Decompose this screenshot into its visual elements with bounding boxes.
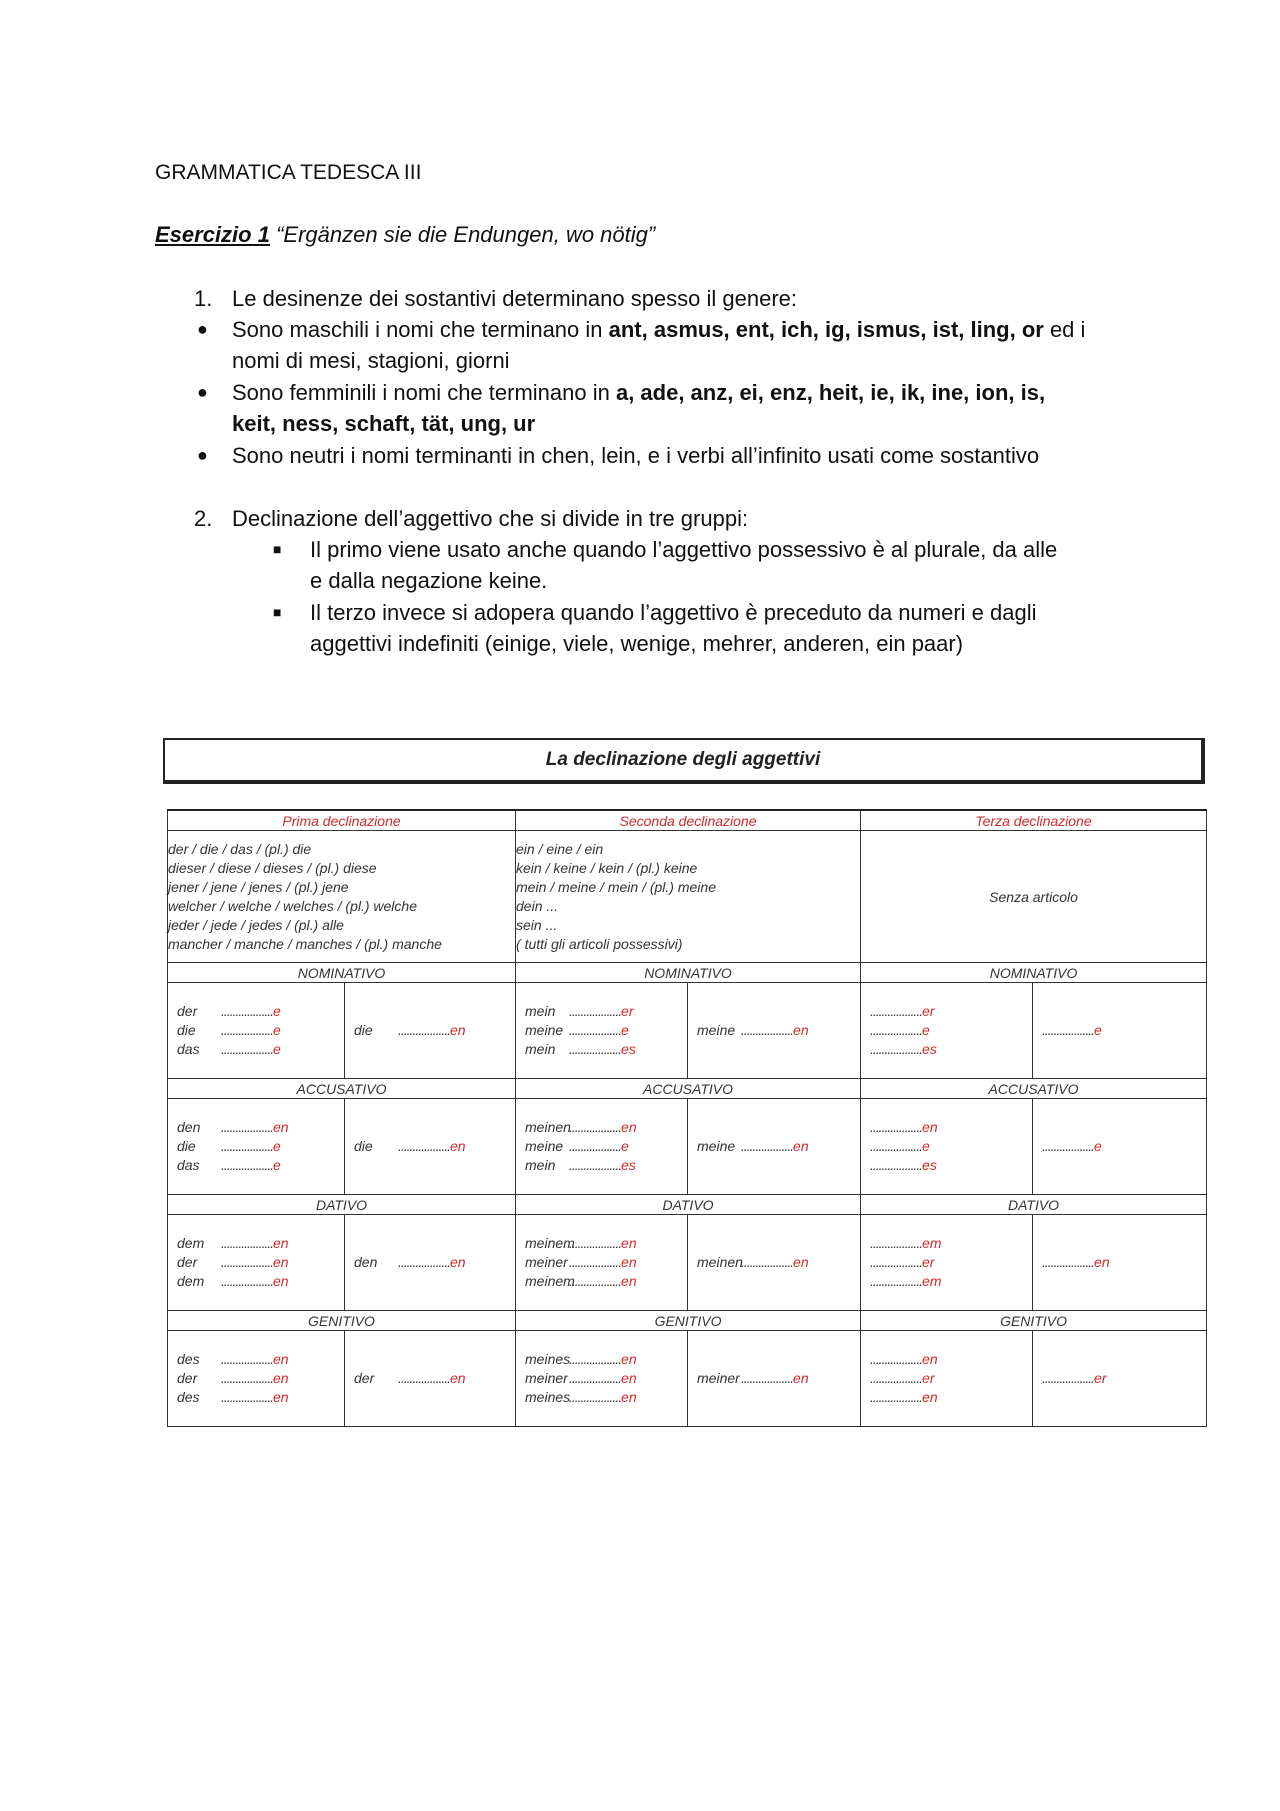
ending: en [621, 1235, 637, 1251]
declension-header: Seconda declinazione [516, 810, 861, 831]
article: der [177, 1254, 198, 1270]
ending: en [793, 1254, 809, 1270]
singular-line [168, 1234, 344, 1253]
plural-cell [345, 1331, 516, 1427]
article: meines [525, 1351, 571, 1367]
article: der [354, 1370, 375, 1386]
blank-dots: .................. [221, 1119, 274, 1135]
bullet-2-line-1: Sono femminili i nomi che terminano in a, ade, anz, ei, enz, heit, ie, ik, ine, ion, is, [232, 380, 1046, 405]
blank-dots: .................. [741, 1370, 794, 1386]
singular-line [861, 1350, 1032, 1369]
blank-dots: .................. [569, 1157, 622, 1173]
bullet-icon: ● [197, 445, 208, 465]
ending: en [450, 1370, 466, 1386]
blank-dots: .................. [741, 1022, 794, 1038]
ending: e [621, 1022, 629, 1038]
singular-line [861, 1002, 1032, 1021]
blank-dots: .................. [221, 1351, 274, 1367]
plural-cell [1033, 1099, 1207, 1195]
blank-dots: .................. [870, 1351, 923, 1367]
ending: en [450, 1022, 466, 1038]
case-header-row [168, 963, 1207, 983]
article: dem [177, 1235, 205, 1251]
ending: e [922, 1022, 930, 1038]
blank-dots: .................. [569, 1351, 622, 1367]
article-line: dieser / diese / dieses / (pl.) diese [168, 859, 377, 876]
article: meine [697, 1138, 736, 1154]
case-body-row [168, 1099, 1207, 1195]
declension-table [167, 809, 1207, 1427]
ending: en [793, 1138, 809, 1154]
blank-dots: .................. [870, 1254, 923, 1270]
exercise-instruction: “Ergänzen sie die Endungen, wo nötig” [276, 222, 656, 247]
article: des [177, 1389, 200, 1405]
ending: e [273, 1041, 281, 1057]
blank-dots: .................. [870, 1370, 923, 1386]
article: meine [525, 1138, 564, 1154]
point-1-text: Le desinenze dei sostantivi determinano spesso il genere: [232, 286, 798, 311]
case-name: NOMINATIVO [861, 963, 1207, 983]
case-name: DATIVO [516, 1195, 861, 1215]
article: meine [525, 1022, 564, 1038]
article: den [354, 1254, 378, 1270]
blank-dots: .................. [221, 1022, 274, 1038]
case-body-row [168, 1331, 1207, 1427]
article-line: ein / eine / ein [516, 840, 604, 857]
case-name: ACCUSATIVO [861, 1079, 1207, 1099]
singular-line [861, 1040, 1032, 1059]
sub-bullet-2-line-1: Il terzo invece si adopera quando l’aggettivo è preceduto da numeri e dagli [310, 600, 1037, 625]
blank-dots: .................. [870, 1235, 923, 1251]
article: der [177, 1003, 198, 1019]
ending: e [273, 1157, 281, 1173]
singular-line [516, 1118, 687, 1137]
blank-dots: .................. [221, 1273, 274, 1289]
ending: er [922, 1003, 935, 1019]
ending: en [922, 1119, 938, 1135]
ending: en [273, 1389, 289, 1405]
plural-line [1033, 1137, 1206, 1156]
document-title: GRAMMATICA TEDESCA III [155, 161, 422, 184]
article: die [177, 1022, 196, 1038]
ending: en [621, 1254, 637, 1270]
singular-line [861, 1118, 1032, 1137]
singular-cell [168, 1215, 345, 1311]
case-header-row [168, 1311, 1207, 1331]
blank-dots: .................. [870, 1041, 923, 1057]
plural-cell [345, 983, 516, 1079]
plural-line [688, 1137, 860, 1156]
bullet-1-line-1: Sono maschili i nomi che terminano in ant, asmus, ent, ich, ig, ismus, ist, ling, or ed i [232, 317, 1086, 342]
ending: es [922, 1041, 937, 1057]
case-name: DATIVO [861, 1195, 1207, 1215]
blank-dots: .................. [569, 1254, 622, 1270]
bullet-icon: ● [197, 319, 208, 339]
singular-line [516, 1272, 687, 1291]
blank-dots: .................. [870, 1119, 923, 1135]
blank-dots: .................. [870, 1389, 923, 1405]
ending: en [273, 1273, 289, 1289]
singular-cell [516, 1215, 688, 1311]
plural-line [345, 1369, 515, 1388]
ending: en [273, 1370, 289, 1386]
article: die [177, 1138, 196, 1154]
ending: em [922, 1273, 942, 1289]
plural-cell [1033, 1331, 1207, 1427]
article: mein [525, 1157, 556, 1173]
blank-dots: .................. [221, 1138, 274, 1154]
plural-cell [1033, 983, 1207, 1079]
singular-line [516, 1369, 687, 1388]
ending: e [273, 1022, 281, 1038]
plural-line [688, 1021, 860, 1040]
ending: en [793, 1370, 809, 1386]
singular-line [168, 1021, 344, 1040]
plural-line [345, 1021, 515, 1040]
ending: en [273, 1119, 289, 1135]
case-name: GENITIVO [516, 1311, 861, 1331]
singular-cell [168, 1099, 345, 1195]
ending: e [621, 1138, 629, 1154]
blank-dots: .................. [741, 1138, 794, 1154]
plural-line [688, 1369, 860, 1388]
blank-dots: .................. [569, 1022, 622, 1038]
ending: en [273, 1351, 289, 1367]
blank-dots: .................. [569, 1138, 622, 1154]
article: meiner [525, 1254, 568, 1270]
article-line: welcher / welche / welches / (pl.) welche [168, 897, 417, 914]
ending: en [1094, 1254, 1110, 1270]
blank-dots: .................. [398, 1370, 451, 1386]
square-bullet-icon: ■ [273, 541, 282, 557]
article-list-cell [168, 831, 516, 963]
blank-dots: .................. [870, 1022, 923, 1038]
plural-cell [1033, 1215, 1207, 1311]
blank-dots: .................. [1042, 1254, 1095, 1270]
plural-cell [688, 1331, 861, 1427]
singular-line [516, 1234, 687, 1253]
point-1-number: 1. [194, 286, 213, 311]
blank-dots: .................. [1042, 1138, 1095, 1154]
singular-line [168, 1040, 344, 1059]
ending: en [450, 1254, 466, 1270]
singular-cell [516, 1331, 688, 1427]
singular-line [168, 1002, 344, 1021]
case-header-row [168, 1195, 1207, 1215]
sub-bullet-1-line-2: e dalla negazione keine. [310, 568, 548, 593]
singular-line [861, 1253, 1032, 1272]
plural-cell [345, 1215, 516, 1311]
article: den [177, 1119, 201, 1135]
singular-line [516, 1350, 687, 1369]
declension-header: Prima declinazione [168, 810, 516, 831]
article-line: kein / keine / kein / (pl.) keine [516, 859, 698, 876]
article: das [177, 1041, 200, 1057]
article-list-cell [861, 831, 1207, 963]
singular-cell [516, 983, 688, 1079]
article-line: sein ... [516, 916, 558, 933]
plural-line [1033, 1369, 1206, 1388]
singular-line [168, 1253, 344, 1272]
blank-dots: .................. [398, 1138, 451, 1154]
case-name: DATIVO [168, 1195, 516, 1215]
sub-bullet-2-line-2: aggettivi indefiniti (einige, viele, wenige, mehrer, anderen, ein paar) [310, 631, 964, 656]
ending: e [922, 1138, 930, 1154]
plural-line [345, 1137, 515, 1156]
bullet-3-line-1: Sono neutri i nomi terminanti in chen, lein, e i verbi all’infinito usati come sostantivo [232, 443, 1040, 468]
blank-dots: .................. [221, 1370, 274, 1386]
sub-bullet-1-line-1: Il primo viene usato anche quando l’aggettivo possessivo è al plurale, da alle [310, 537, 1058, 562]
singular-line [861, 1021, 1032, 1040]
singular-cell [861, 1331, 1033, 1427]
article: mein [525, 1003, 556, 1019]
article: dem [177, 1273, 205, 1289]
blank-dots: .................. [569, 1389, 622, 1405]
blank-dots: .................. [870, 1003, 923, 1019]
blank-dots: .................. [569, 1119, 622, 1135]
singular-cell [168, 1331, 345, 1427]
singular-line [861, 1369, 1032, 1388]
case-body-row [168, 1215, 1207, 1311]
case-body-row [168, 983, 1207, 1079]
bullet-2-line-2: keit, ness, schaft, tät, ung, ur [232, 411, 536, 436]
case-name: NOMINATIVO [168, 963, 516, 983]
singular-line [168, 1137, 344, 1156]
singular-line [168, 1350, 344, 1369]
singular-cell [168, 983, 345, 1079]
bullet-icon: ● [197, 382, 208, 402]
blank-dots: .................. [221, 1003, 274, 1019]
singular-cell [861, 983, 1033, 1079]
case-name: ACCUSATIVO [168, 1079, 516, 1099]
singular-line [168, 1272, 344, 1291]
ending: er [922, 1254, 935, 1270]
article: meine [697, 1022, 736, 1038]
case-name: ACCUSATIVO [516, 1079, 861, 1099]
blank-dots: .................. [221, 1157, 274, 1173]
article: meinen [697, 1254, 743, 1270]
case-name: NOMINATIVO [516, 963, 861, 983]
plural-cell [688, 1099, 861, 1195]
plural-cell [688, 1215, 861, 1311]
article: die [354, 1138, 373, 1154]
blank-dots: .................. [569, 1003, 622, 1019]
article: meinem [525, 1273, 575, 1289]
article: meiner [697, 1370, 740, 1386]
exercise-heading [155, 219, 655, 250]
ending: en [621, 1370, 637, 1386]
plural-line [688, 1253, 860, 1272]
article-line: der / die / das / (pl.) die [168, 840, 312, 857]
declension-header: Terza declinazione [861, 810, 1207, 831]
ending: en [621, 1273, 637, 1289]
ending: en [273, 1254, 289, 1270]
ending: e [273, 1138, 281, 1154]
plural-cell [688, 983, 861, 1079]
ending: es [621, 1041, 636, 1057]
ending: er [922, 1370, 935, 1386]
blank-dots: .................. [1042, 1022, 1095, 1038]
blank-dots: .................. [870, 1273, 923, 1289]
article: meines [525, 1389, 571, 1405]
article-line: jeder / jede / jedes / (pl.) alle [168, 916, 344, 933]
table-title: La declinazione degli aggettivi [163, 738, 1205, 784]
singular-line [516, 1388, 687, 1407]
article: meinen [525, 1119, 571, 1135]
point-2-text: Declinazione dell’aggettivo che si divide in tre gruppi: [232, 506, 749, 531]
blank-dots: .................. [221, 1254, 274, 1270]
exercise-label: Esercizio 1 [155, 222, 270, 247]
article: das [177, 1157, 200, 1173]
ending: en [922, 1351, 938, 1367]
bullet-1-line-2: nomi di mesi, stagioni, giorni [232, 348, 510, 373]
header-row [168, 810, 1207, 831]
singular-line [516, 1137, 687, 1156]
article-line: ( tutti gli articoli possessivi) [516, 935, 683, 952]
plural-line [1033, 1253, 1206, 1272]
singular-line [168, 1369, 344, 1388]
ending: er [1094, 1370, 1107, 1386]
ending: em [922, 1235, 942, 1251]
case-header-row [168, 1079, 1207, 1099]
plural-cell [345, 1099, 516, 1195]
singular-line [516, 1253, 687, 1272]
blank-dots: .................. [569, 1041, 622, 1057]
singular-line [516, 1040, 687, 1059]
ending: e [1094, 1138, 1102, 1154]
ending: en [793, 1022, 809, 1038]
blank-dots: .................. [741, 1254, 794, 1270]
singular-cell [861, 1099, 1033, 1195]
singular-line [861, 1137, 1032, 1156]
singular-line [861, 1156, 1032, 1175]
plural-line [345, 1253, 515, 1272]
blank-dots: .................. [221, 1235, 274, 1251]
blank-dots: .................. [569, 1273, 622, 1289]
singular-line [168, 1118, 344, 1137]
point-2-number: 2. [194, 506, 213, 531]
article-line: mancher / manche / manches / (pl.) manche [168, 935, 442, 952]
ending: en [621, 1389, 637, 1405]
article-line: dein ... [516, 897, 559, 914]
article: des [177, 1351, 200, 1367]
article: die [354, 1022, 373, 1038]
article-line: mein / meine / mein / (pl.) meine [516, 878, 716, 895]
blank-dots: .................. [870, 1138, 923, 1154]
blank-dots: .................. [398, 1254, 451, 1270]
articles-row [168, 831, 1207, 963]
blank-dots: .................. [398, 1022, 451, 1038]
ending: en [273, 1235, 289, 1251]
ending: e [273, 1003, 281, 1019]
article-line: Senza articolo [989, 888, 1078, 905]
blank-dots: .................. [1042, 1370, 1095, 1386]
singular-line [861, 1388, 1032, 1407]
square-bullet-icon: ■ [273, 604, 282, 620]
case-name: GENITIVO [861, 1311, 1207, 1331]
case-name: GENITIVO [168, 1311, 516, 1331]
singular-line [516, 1021, 687, 1040]
singular-line [168, 1388, 344, 1407]
ending: en [621, 1351, 637, 1367]
blank-dots: .................. [870, 1157, 923, 1173]
ending: es [922, 1157, 937, 1173]
blank-dots: .................. [221, 1389, 274, 1405]
singular-line [516, 1156, 687, 1175]
article-line: jener / jene / jenes / (pl.) jene [168, 878, 349, 895]
ending: es [621, 1157, 636, 1173]
article: der [177, 1370, 198, 1386]
ending: er [621, 1003, 634, 1019]
singular-cell [516, 1099, 688, 1195]
ending: e [1094, 1022, 1102, 1038]
article: meinem [525, 1235, 575, 1251]
singular-line [861, 1272, 1032, 1291]
ending: en [450, 1138, 466, 1154]
blank-dots: .................. [569, 1235, 622, 1251]
article: meiner [525, 1370, 568, 1386]
plural-line [1033, 1021, 1206, 1040]
singular-cell [861, 1215, 1033, 1311]
singular-line [516, 1002, 687, 1021]
blank-dots: .................. [221, 1041, 274, 1057]
article-list-cell [516, 831, 861, 963]
ending: en [922, 1389, 938, 1405]
singular-line [168, 1156, 344, 1175]
ending: en [621, 1119, 637, 1135]
article: mein [525, 1041, 556, 1057]
blank-dots: .................. [569, 1370, 622, 1386]
singular-line [861, 1234, 1032, 1253]
